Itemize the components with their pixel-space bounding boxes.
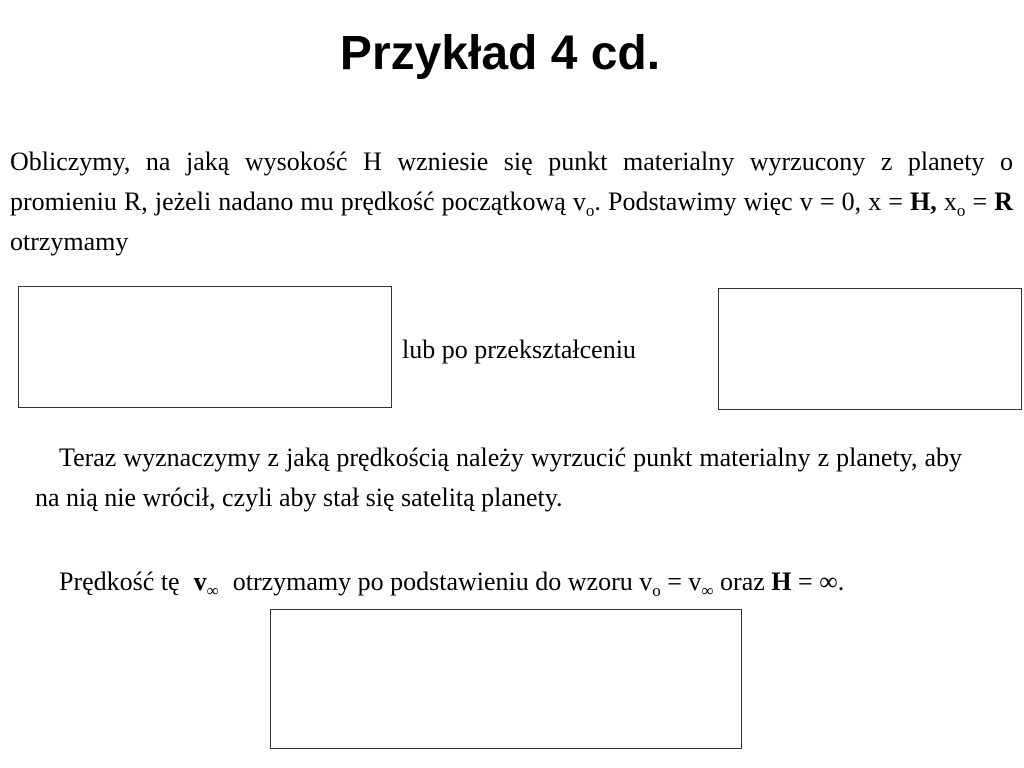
intro-text-2: . Podstawimy więc v = 0, x = (594, 187, 911, 216)
slide-title: Przykład 4 cd. (339, 27, 661, 80)
velocity-text-1: Prędkość tę (59, 567, 180, 596)
H-symbol: H, (910, 187, 937, 216)
intro-text-3: otrzymamy (10, 227, 129, 256)
velocity-paragraph (35, 562, 962, 602)
escape-paragraph: Teraz wyznaczymy z jaką prędkością należy wyrzucić punkt materialny z planety, aby na nią nie wrócił, czyli aby stał się satelitą planety. (35, 443, 962, 512)
formula-box-height (18, 286, 392, 408)
velocity-text-5: = ∞. (791, 567, 845, 596)
v-infinity-subscript: ∞ (206, 581, 219, 600)
x-symbol: x (936, 187, 957, 216)
velocity-text-4: oraz (713, 567, 772, 596)
formula-box-escape-velocity (270, 609, 742, 749)
intro-paragraph (10, 142, 1013, 262)
formula-box-transformed (718, 288, 1022, 410)
velocity-text-2: otrzymamy po podstawieniu do wzoru v (232, 567, 653, 596)
transformation-label: lub po przekształceniu (402, 335, 636, 364)
R-symbol: R (994, 187, 1013, 216)
v-infinity-symbol: v (193, 567, 207, 596)
intro-text: Obliczymy, na jaką wysokość H wzniesie się punkt materialny wyrzucony z planety o promieniu R, jeżeli nadano mu prędkość początkową v (10, 147, 1013, 216)
equals-sign: = (965, 187, 995, 216)
v0-subscript: o (585, 201, 595, 220)
vinf-subscript: ∞ (701, 581, 714, 600)
H-infinity-symbol: H (771, 567, 792, 596)
x0-subscript: o (956, 201, 966, 220)
vo-subscript: o (652, 581, 661, 600)
velocity-text-3: = v (660, 567, 702, 596)
